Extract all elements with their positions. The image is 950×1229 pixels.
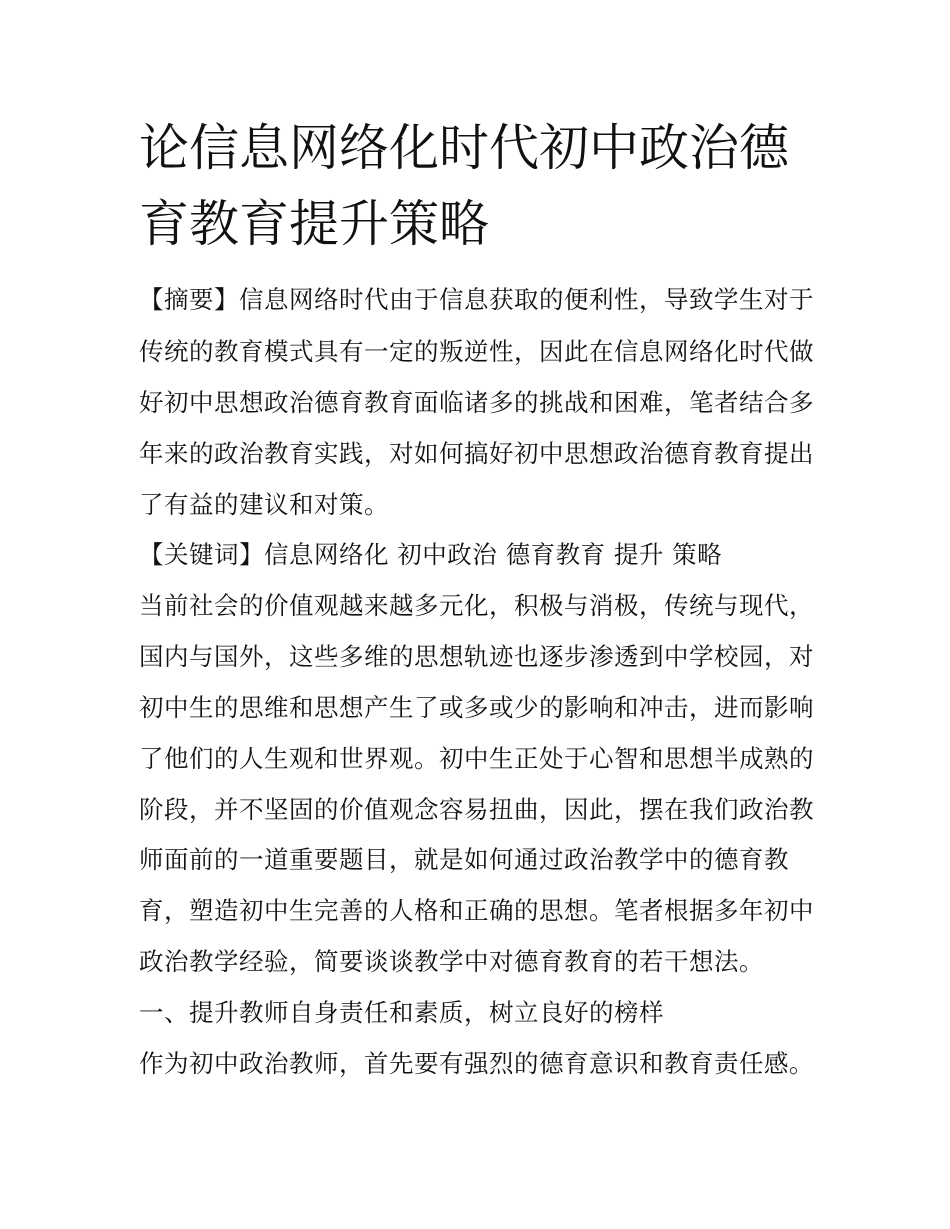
section-line-1: 作为初中政治教师，首先要有强烈的德育意识和教育责任感。 xyxy=(139,1049,814,1078)
document-title-line-1: 论信息网络化时代初中政治德 xyxy=(139,119,789,177)
abstract-line-5: 了有益的建议和对策。 xyxy=(139,490,389,519)
paragraph-line-3: 初中生的思维和思想产生了或多或少的影响和冲击，进而影响 xyxy=(139,693,814,722)
abstract-line-4: 年来的政治教育实践，对如何搞好初中思想政治德育教育提出 xyxy=(139,439,814,468)
paragraph-line-7: 育，塑造初中生完善的人格和正确的思想。笔者根据多年初中 xyxy=(139,896,814,925)
paragraph-line-4: 了他们的人生观和世界观。初中生正处于心智和思想半成熟的 xyxy=(139,744,814,773)
paragraph-line-8: 政治教学经验，简要谈谈教学中对德育教育的若干想法。 xyxy=(139,947,764,976)
paragraph-line-6: 师面前的一道重要题目，就是如何通过政治教学中的德育教 xyxy=(139,845,789,874)
abstract-line-2: 传统的教育模式具有一定的叛逆性，因此在信息网络化时代做 xyxy=(139,337,814,366)
abstract-line-1: 【摘要】信息网络时代由于信息获取的便利性，导致学生对于 xyxy=(139,285,814,314)
section-heading-1: 一、提升教师自身责任和素质，树立良好的榜样 xyxy=(139,998,664,1027)
paragraph-line-2: 国内与国外，这些多维的思想轨迹也逐步渗透到中学校园，对 xyxy=(139,642,814,671)
document-title-line-2: 育教育提升策略 xyxy=(139,195,489,253)
keywords-line: 【关键词】信息网络化 初中政治 德育教育 提升 策略 xyxy=(139,540,723,569)
paragraph-line-1: 当前社会的价值观越来越多元化，积极与消极，传统与现代， xyxy=(139,591,814,620)
abstract-line-3: 好初中思想政治德育教育面临诸多的挑战和困难，笔者结合多 xyxy=(139,388,814,417)
paragraph-line-5: 阶段，并不坚固的价值观念容易扭曲，因此，摆在我们政治教 xyxy=(139,795,814,824)
